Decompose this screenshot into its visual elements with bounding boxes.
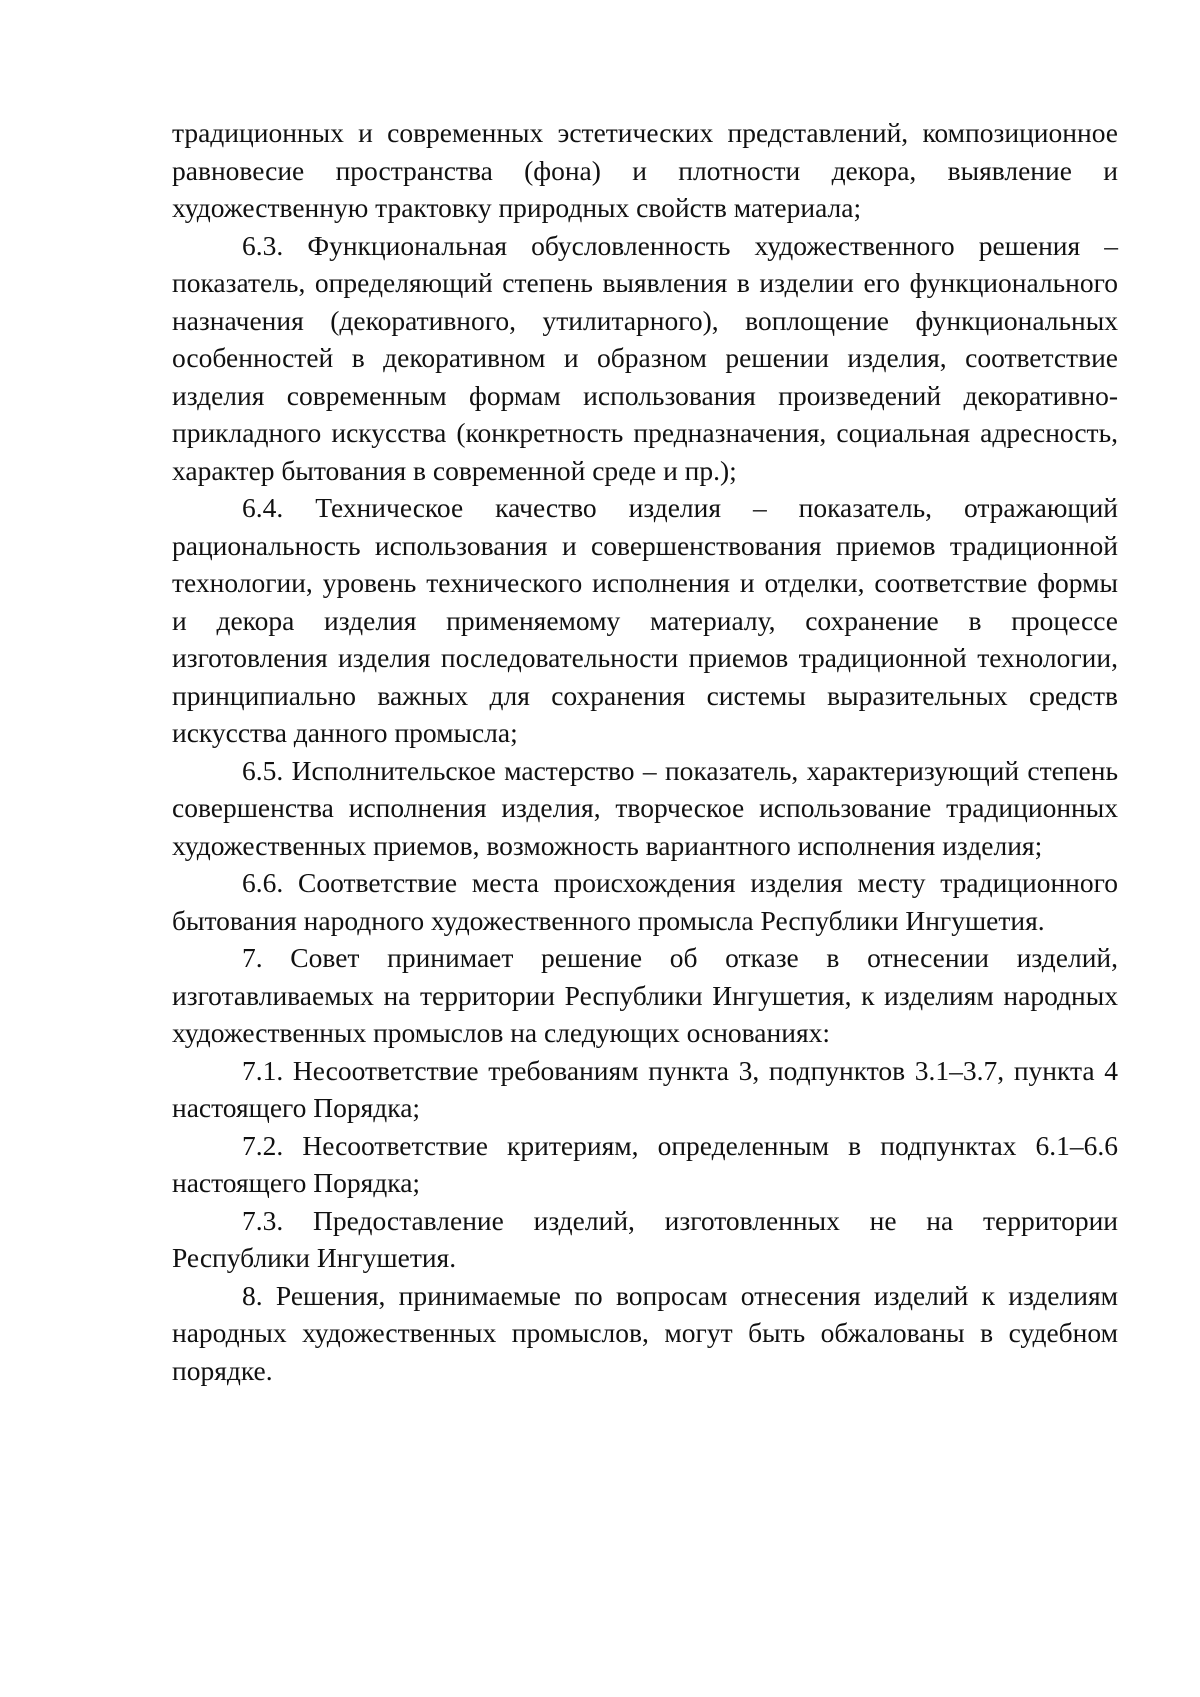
paragraph-7: 7. Совет принимает решение об отказе в отнесении изделий, изготавливаемых на территории Республики Ингушетия, к изделиям народных художественных промыслов на следующих основаниях: <box>172 942 1118 1048</box>
paragraph-continuation: традиционных и современных эстетических представлений, композиционное равновесие пространства (фона) и плотности декора, выявление и художественную трактовку природных свойств материала; <box>172 117 1118 223</box>
paragraph-7-2: 7.2. Несоответствие критериям, определенным в подпунктах 6.1–6.6 настоящего Порядка; <box>172 1129 1118 1198</box>
paragraph-7-1: 7.1. Несоответствие требованиям пункта 3, подпунктов 3.1–3.7, пункта 4 настоящего Порядка; <box>172 1054 1118 1123</box>
paragraph-6-4: 6.4. Техническое качество изделия – показатель, отражающий рациональность использования и совершенствования приемов традиционной технологии, уровень технического исполнения и отделки, соответствие формы и декора изделия применяемому материалу, сохранение в процессе изготовления изделия последовательности приемов традиционной технологии, принципиально важных для сохранения системы выразительных средств искусства данного промысла; <box>172 492 1118 748</box>
paragraph-6-5: 6.5. Исполнительское мастерство – показатель, характеризующий степень совершенства исполнения изделия, творческое использование традиционных художественных приемов, возможность вариантного исполнения изделия; <box>172 754 1118 861</box>
paragraph-7-3: 7.3. Предоставление изделий, изготовленных не на территории Республики Ингушетия. <box>172 1204 1118 1273</box>
paragraph-6-6: 6.6. Соответствие места происхождения изделия месту традиционного бытования народного художественного промысла Республики Ингушетия. <box>172 867 1118 936</box>
paragraph-8: 8. Решения, принимаемые по вопросам отнесения изделий к изделиям народных художественных промыслов, могут быть обжалованы в судебном порядке. <box>172 1279 1118 1386</box>
document-body <box>172 114 1118 1389</box>
paragraph-6-3: 6.3. Функциональная обусловленность художественного решения – показатель, определяющий степень выявления в изделии его функционального назначения (декоративного, утилитарного), воплощение функциональных особенностей в декоративном и образном решении изделия, соответствие изделия современным формам использования произведений декоративно-прикладного искусства (конкретность предназначения, социальная адресность, характер бытования в современной среде и пр.); <box>172 229 1118 486</box>
